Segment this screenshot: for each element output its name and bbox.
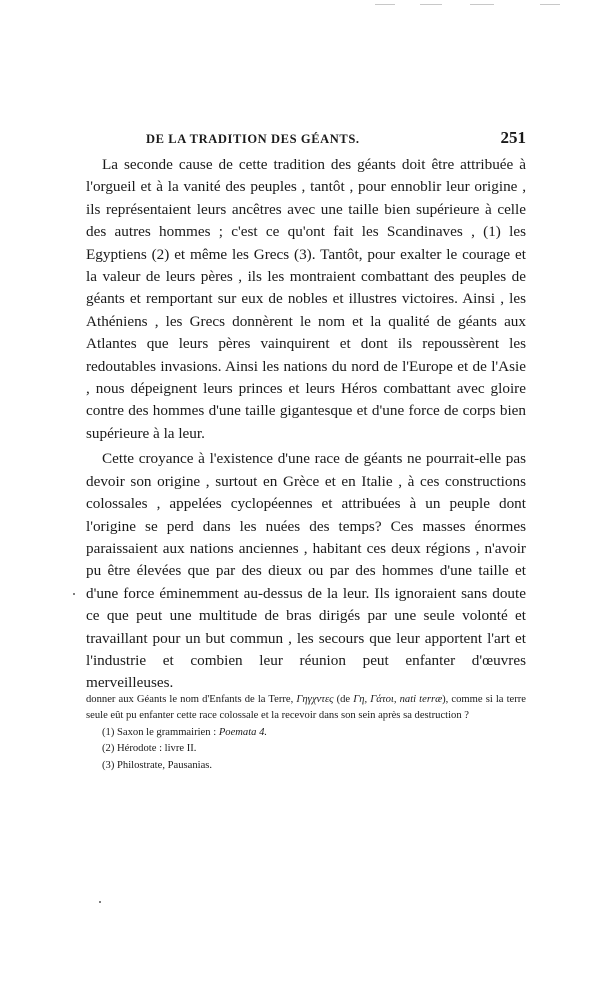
scan-edge-mark bbox=[470, 4, 494, 5]
page-number: 251 bbox=[500, 128, 526, 147]
footnotes bbox=[86, 692, 526, 774]
running-title: DE LA TRADITION DES GÉANTS. bbox=[146, 132, 360, 146]
footnote-1: (1) Saxon le grammairien : Poemata 4. bbox=[102, 726, 268, 738]
paragraph: La seconde cause de cette tradition des géants doit être attribuée à l'orgueil et à la vanité des peuples , tantôt , pour ennoblir leur origine , ils représentaient leurs ancêtres avec une taille bien supérieure à celle des autres hommes ; c'est ce qu'ont fait les Scandinaves , (1) les Egyptiens (2) et même les Grecs (3). Tantôt, pour exalter le courage et la valeur de leurs pères , ils les montraient combattant des peuples de géants et remportant sur eux de nobles et illustres victoires. Ainsi , les Athéniens , les Grecs donnèrent le nom et la qualité de géants aux Atlantes que leurs pères vainquirent et dont ils repoussèrent les redoutables invasions. Ainsi les nations du nord de l'Europe et de l'Asie , nous dépeignent leurs princes et leurs Héros combattant avec gloire contre des hommes d'une taille gigantesque et d'une force de corps bien supérieure à la leur. bbox=[86, 156, 526, 442]
scan-speck bbox=[73, 593, 75, 595]
footnote-3: (3) Philostrate, Pausanias. bbox=[102, 759, 213, 771]
scan-edge-mark bbox=[375, 4, 395, 5]
body-text bbox=[86, 154, 526, 695]
scan-speck bbox=[99, 901, 101, 903]
scan-edge-mark bbox=[540, 4, 560, 5]
footnote-continuation: donner aux Géants le nom d'Enfants de la Terre, Γηγχντες (de Γη, Γάτοι, nati terræ), comme si la terre seule eût pu enfanter cette race colossale et la recevoir dans son sein après sa destruction ? bbox=[86, 694, 527, 722]
scan-edge-mark bbox=[420, 4, 442, 5]
footnote-2: (2) Hérodote : livre II. bbox=[102, 743, 197, 755]
paragraph: Cette croyance à l'existence d'une race de géants ne pourrait-elle pas devoir son origine , surtout en Grèce et en Italie , à ces constructions colossales , appelées cyclopéennes et attribuées à un peuple dont l'origine se perd dans les nuées des temps? Ces masses énormes paraissaient aux nations anciennes , habitant ces deux régions , n'avoir pu être élevées que par des dieux ou par des hommes d'une taille et d'une force éminemment au-dessus de la leur. Ils ignoraient sans doute ce que peut une multitude de bras dirigés par une seule volonté et travaillant pour un but commun , les secours que leur apportent l'art et l'industrie et combien leur réunion peut enfanter d'œuvres merveilleuses. bbox=[86, 450, 526, 692]
page-header bbox=[86, 130, 526, 152]
